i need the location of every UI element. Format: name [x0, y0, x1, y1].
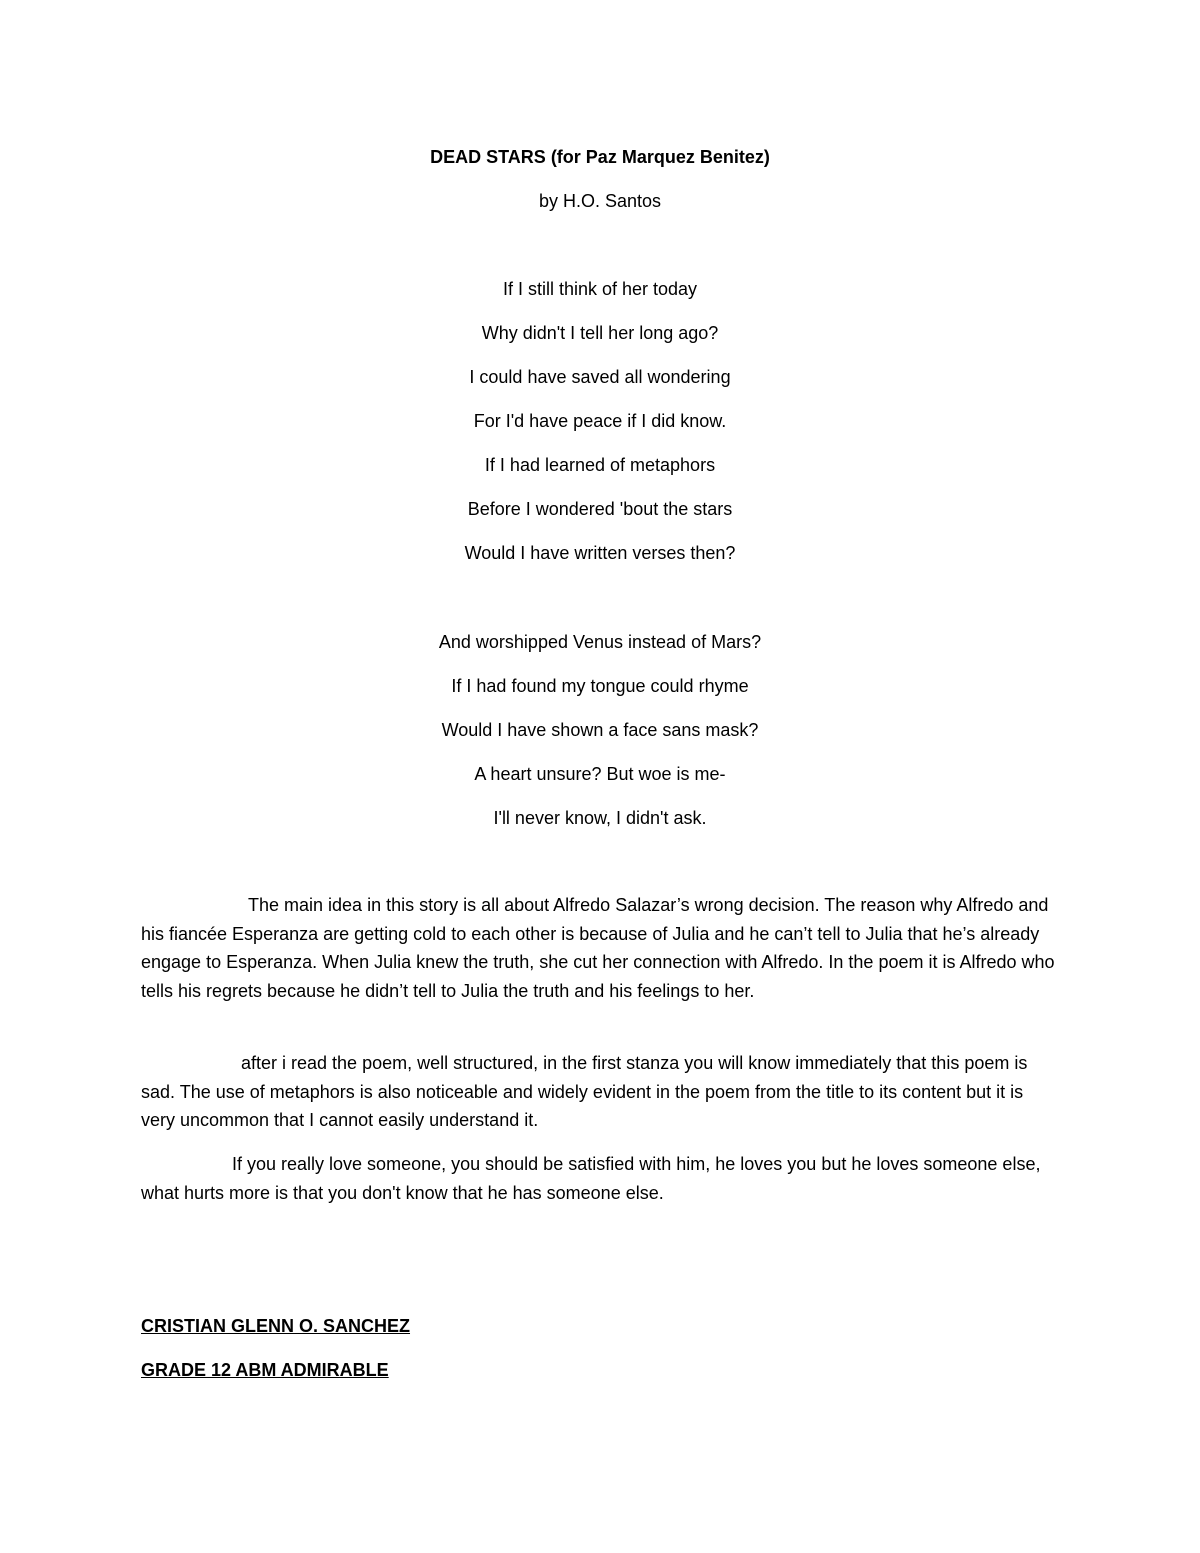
poem-byline: by H.O. Santos: [538, 191, 662, 211]
grade-section: GRADE 12 ABM ADMIRABLE: [141, 1360, 389, 1380]
author-name: CRISTIAN GLENN O. SANCHEZ: [141, 1316, 411, 1336]
body-paragraph: The main idea in this story is all about Alfredo Salazar’s wrong decision. The reason why Alfredo and his fiancée Esperanza are getting cold to each other is because of Julia and he can’t tell to Julia that he’s already engage to Esperanza. When Julia knew the truth, she cut her connection with Alfredo. In the poem it is Alfredo who tells his regrets because he didn’t tell to Julia the truth and his feelings to her.: [141, 895, 1055, 1001]
poem-line: If I had found my tongue could rhyme: [451, 676, 749, 696]
poem-line: I could have saved all wondering: [469, 367, 731, 387]
poem-line: And worshipped Venus instead of Mars?: [438, 632, 762, 652]
poem-line: If I still think of her today: [502, 279, 698, 299]
poem-line: If I had learned of metaphors: [484, 455, 716, 475]
poem-line: A heart unsure? But woe is me-: [474, 764, 726, 784]
poem-line: I'll never know, I didn't ask.: [493, 808, 707, 828]
poem-title: DEAD STARS (for Paz Marquez Benitez): [430, 147, 770, 167]
poem-line: Why didn't I tell her long ago?: [481, 323, 719, 343]
body-paragraph: after i read the poem, well structured, in the first stanza you will know immediately that this poem is sad. The use of metaphors is also noticeable and widely evident in the poem from the title to its content but it is very uncommon that I cannot easily understand it.: [141, 1053, 1028, 1130]
poem-line: Before I wondered 'bout the stars: [467, 499, 733, 519]
poem-line: For I'd have peace if I did know.: [473, 411, 727, 431]
poem-line: Would I have shown a face sans mask?: [441, 720, 759, 740]
poem-line: Would I have written verses then?: [464, 543, 736, 563]
body-paragraph: If you really love someone, you should be satisfied with him, he loves you but he loves someone else, what hurts more is that you don't know that he has someone else.: [141, 1154, 1041, 1203]
